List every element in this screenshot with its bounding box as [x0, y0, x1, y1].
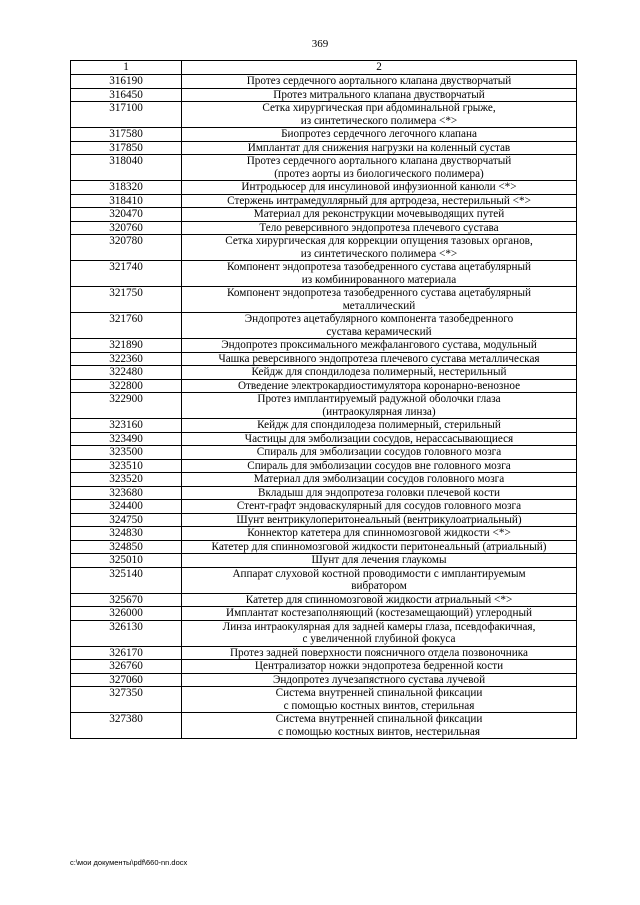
table-row [71, 513, 577, 527]
row-name-line: Катетер для спинномозговой жидкости перитонеальный (атриальный) [211, 540, 547, 553]
table-row [71, 261, 577, 287]
row-name-line: Вкладыш для эндопротеза головки плечевой кости [257, 486, 500, 499]
row-name-line: (интраокулярная линза) [322, 405, 436, 418]
row-name-cell [182, 352, 577, 366]
row-name-line: Кейдж для спондилодеза полимерный, стерильный [257, 419, 501, 431]
row-code-cell: 317850 [71, 141, 182, 155]
row-name-cell [182, 486, 577, 500]
row-code-cell: 327380 [71, 713, 182, 739]
row-name-line: Шунт вентрикулоперитонеальный (вентрикулоатриальный) [236, 513, 522, 526]
row-code-cell: 316190 [71, 75, 182, 89]
row-name-cell [182, 88, 577, 102]
row-name-line: Имплантат костезаполняющий (костезамещающий) углеродный [225, 607, 532, 619]
row-name-cell [182, 128, 577, 142]
row-code-cell: 323160 [71, 419, 182, 433]
row-code-cell: 323680 [71, 486, 182, 500]
table-row [71, 687, 577, 713]
row-name-line: Шунт для лечения глаукомы [311, 554, 447, 566]
row-name-line: Компонент эндопротеза тазобедренного сустава ацетабулярный [226, 261, 532, 273]
row-name-cell [182, 554, 577, 568]
row-name-cell [182, 235, 577, 261]
row-code-cell: 320470 [71, 208, 182, 222]
row-code-cell: 317100 [71, 102, 182, 128]
row-name-line: Протез сердечного аортального клапана двустворчатый [246, 155, 512, 167]
table-row [71, 313, 577, 339]
row-name-line: Эндопротез ацетабулярного компонента тазобедренного [244, 313, 514, 325]
table-row [71, 128, 577, 142]
row-name-line: Катетер для спинномозговой жидкости атриальный <*> [245, 593, 513, 606]
column-header-code: 1 [71, 61, 182, 75]
table-row [71, 486, 577, 500]
table-row [71, 352, 577, 366]
table-row [71, 593, 577, 607]
row-code-cell: 317580 [71, 128, 182, 142]
row-name-cell [182, 393, 577, 419]
row-name-line: Материал для реконструкции мочевыводящих путей [253, 208, 505, 220]
row-name-line: Материал для эмболизации сосудов головного мозга [253, 473, 505, 485]
row-name-cell [182, 366, 577, 380]
row-code-cell: 327350 [71, 687, 182, 713]
table-row [71, 500, 577, 514]
row-name-line: Сетка хирургическая для коррекции опущения тазовых органов, [225, 235, 533, 247]
column-header-name: 2 [182, 61, 577, 75]
row-name-cell [182, 181, 577, 195]
row-name-line: Отведение электрокардиостимулятора коронарно-венозное [237, 379, 521, 392]
row-name-line: Сетка хирургическая при абдоминальной грыже, [262, 102, 496, 114]
row-name-line: Централизатор ножки эндопротеза бедренной кости [254, 660, 504, 672]
row-name-line: металлический [342, 299, 416, 312]
row-name-line: с помощью костных винтов, стерильная [283, 699, 475, 712]
row-name-line: Эндопротез лучезапястного сустава лучевой [272, 673, 486, 686]
row-name-line: вибратором [351, 580, 407, 592]
row-code-cell: 325670 [71, 593, 182, 607]
row-code-cell: 324850 [71, 540, 182, 554]
table-row [71, 208, 577, 222]
row-name-line: Система внутренней спинальной фиксации [275, 713, 483, 725]
row-name-cell [182, 673, 577, 687]
row-name-line: Спираль для эмболизации сосудов головного мозга [256, 446, 502, 458]
row-name-cell [182, 102, 577, 128]
row-name-cell [182, 141, 577, 155]
row-name-line: Чашка реверсивного эндопротеза плечевого сустава металлическая [218, 352, 540, 365]
row-name-cell [182, 432, 577, 446]
row-name-line: Протез имплантируемый радужной оболочки глаза [257, 393, 501, 405]
row-name-cell [182, 527, 577, 541]
row-name-line: Интродьюсер для инсулиновой инфузионной канюли <*> [241, 181, 517, 193]
table-row [71, 607, 577, 621]
table-row [71, 567, 577, 593]
row-name-line: Аппарат слуховой костной проводимости с имплантируемым [232, 567, 526, 580]
row-name-cell [182, 221, 577, 235]
row-name-cell [182, 208, 577, 222]
table-row [71, 660, 577, 674]
table-row [71, 366, 577, 380]
table-row [71, 339, 577, 353]
row-name-line: из комбинированного материала [301, 273, 457, 286]
row-name-line: Протез задней поверхности поясничного отдела позвоночника [229, 646, 529, 659]
row-name-cell [182, 713, 577, 739]
row-name-cell [182, 646, 577, 660]
row-name-line: из синтетического полимера <*> [300, 247, 458, 260]
row-code-cell: 327060 [71, 673, 182, 687]
row-name-line: с помощью костных винтов, нестерильная [277, 725, 481, 738]
row-name-cell [182, 540, 577, 554]
table-row [71, 181, 577, 195]
table-row [71, 102, 577, 128]
row-code-cell: 325010 [71, 554, 182, 568]
row-name-line: Эндопротез проксимального межфалангового сустава, модульный [221, 339, 537, 351]
row-name-line: из синтетического полимера <*> [300, 114, 458, 127]
row-name-cell [182, 313, 577, 339]
row-name-line: Система внутренней спинальной фиксации [275, 687, 483, 699]
row-name-cell [182, 194, 577, 208]
row-name-line: Протез сердечного аортального клапана двустворчатый [246, 75, 512, 87]
table-row [71, 235, 577, 261]
table-row [71, 646, 577, 660]
row-name-cell [182, 261, 577, 287]
row-name-cell [182, 287, 577, 313]
row-name-cell [182, 687, 577, 713]
row-code-cell: 323500 [71, 446, 182, 460]
table-row [71, 75, 577, 89]
table-row [71, 620, 577, 646]
row-name-cell [182, 459, 577, 473]
table-header-row [71, 61, 577, 75]
row-name-line: Тело реверсивного эндопротеза плечевого сустава [259, 221, 499, 234]
row-name-line: с увеличенной глубиной фокуса [302, 633, 456, 645]
row-name-cell [182, 513, 577, 527]
page-number: 369 [311, 38, 329, 50]
row-code-cell: 323510 [71, 459, 182, 473]
row-code-cell: 323520 [71, 473, 182, 487]
table-row [71, 554, 577, 568]
row-name-cell [182, 419, 577, 433]
row-code-cell: 320780 [71, 235, 182, 261]
row-name-line: Частицы для эмболизации сосудов, нерассасывающиеся [244, 432, 514, 445]
device-registry-table [70, 60, 577, 739]
row-code-cell: 321740 [71, 261, 182, 287]
row-name-cell [182, 339, 577, 353]
row-code-cell: 324830 [71, 527, 182, 541]
row-code-cell: 321760 [71, 313, 182, 339]
row-code-cell: 318410 [71, 194, 182, 208]
table-row [71, 419, 577, 433]
table-body [71, 75, 577, 739]
row-name-line: Протез митрального клапана двустворчатый [273, 88, 485, 101]
row-code-cell: 326760 [71, 660, 182, 674]
table-row [71, 141, 577, 155]
row-code-cell: 318320 [71, 181, 182, 195]
row-name-cell [182, 607, 577, 621]
row-code-cell: 326000 [71, 607, 182, 621]
row-code-cell: 320760 [71, 221, 182, 235]
table-row [71, 393, 577, 419]
table-row [71, 221, 577, 235]
row-code-cell: 325140 [71, 567, 182, 593]
row-code-cell: 318040 [71, 155, 182, 181]
table-row [71, 379, 577, 393]
table-row [71, 432, 577, 446]
row-name-line: сустава керамический [326, 325, 432, 338]
table-row [71, 446, 577, 460]
table-row [71, 540, 577, 554]
row-name-line: Коннектор катетера для спинномозговой жидкости <*> [247, 527, 511, 539]
row-name-cell [182, 500, 577, 514]
row-name-cell [182, 593, 577, 607]
row-name-line: Стержень интрамедуллярный для артродеза, нестерильный <*> [227, 194, 531, 207]
row-name-cell [182, 379, 577, 393]
row-name-cell [182, 620, 577, 646]
row-code-cell: 321750 [71, 287, 182, 313]
row-code-cell: 322900 [71, 393, 182, 419]
table-row [71, 713, 577, 739]
row-code-cell: 322800 [71, 379, 182, 393]
row-name-cell [182, 446, 577, 460]
table-row [71, 155, 577, 181]
table-row [71, 527, 577, 541]
row-name-line: Кейдж для спондилодеза полимерный, нестерильный [251, 366, 507, 378]
row-name-line: (протез аорты из биологического полимера) [274, 167, 484, 180]
table-row [71, 473, 577, 487]
table-row [71, 673, 577, 687]
row-name-line: Стент-графт эндоваскулярный для сосудов головного мозга [236, 500, 522, 512]
row-name-cell [182, 660, 577, 674]
row-name-cell [182, 75, 577, 89]
table-row [71, 194, 577, 208]
table-row [71, 88, 577, 102]
row-name-line: Компонент эндопротеза тазобедренного сустава ацетабулярный [226, 287, 532, 299]
row-name-cell [182, 473, 577, 487]
row-code-cell: 324400 [71, 500, 182, 514]
row-code-cell: 321890 [71, 339, 182, 353]
row-name-line: Линза интраокулярная для задней камеры глаза, псевдофакичная, [222, 620, 536, 633]
row-code-cell: 326170 [71, 646, 182, 660]
row-code-cell: 322480 [71, 366, 182, 380]
table-row [71, 287, 577, 313]
row-name-line: Биопротез сердечного легочного клапана [281, 128, 477, 140]
row-code-cell: 323490 [71, 432, 182, 446]
row-name-cell [182, 155, 577, 181]
file-path-footer: c:\мои документы\pdf\660-nn.docx [70, 858, 188, 867]
row-name-cell [182, 567, 577, 593]
row-code-cell: 316450 [71, 88, 182, 102]
row-name-line: Имплантат для снижения нагрузки на коленный сустав [247, 141, 511, 154]
row-name-line: Спираль для эмболизации сосудов вне головного мозга [247, 459, 511, 472]
row-code-cell: 324750 [71, 513, 182, 527]
row-code-cell: 322360 [71, 352, 182, 366]
row-code-cell: 326130 [71, 620, 182, 646]
table-row [71, 459, 577, 473]
